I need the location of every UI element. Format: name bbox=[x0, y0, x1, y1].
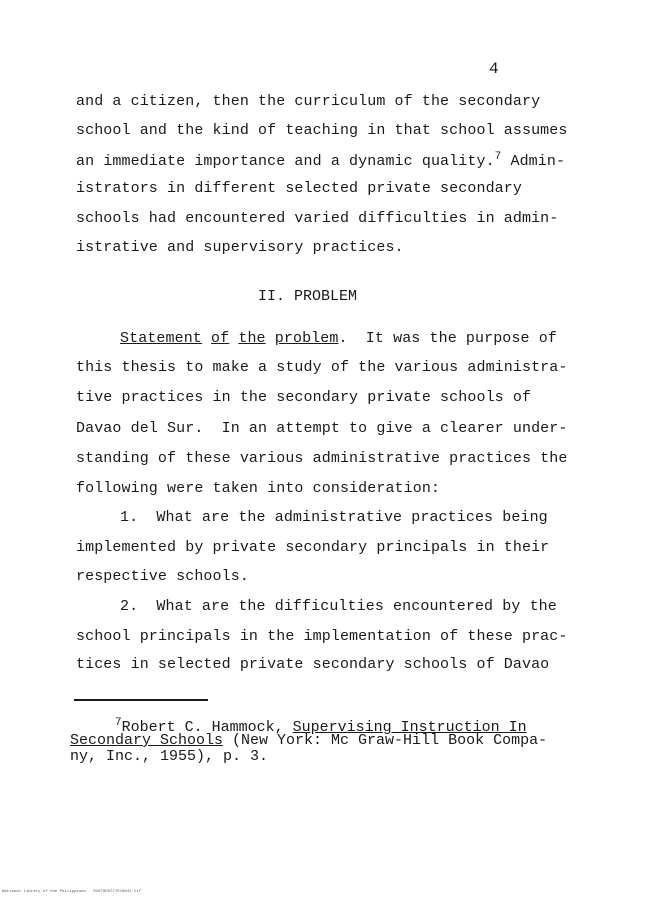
body-line: tices in selected private secondary schools of Davao bbox=[76, 656, 550, 673]
body-line bbox=[120, 330, 557, 347]
page-number: 4 bbox=[489, 60, 499, 78]
body-line: and a citizen, then the curriculum of the secondary bbox=[76, 93, 541, 110]
body-line: implemented by private secondary principals in their bbox=[76, 539, 550, 556]
footnote-line bbox=[70, 733, 547, 748]
body-line: Davao del Sur. In an attempt to give a clearer under- bbox=[76, 420, 568, 437]
footnote-marker: 7 bbox=[115, 717, 122, 729]
list-item: 2. What are the difficulties encountered by the bbox=[120, 598, 557, 615]
section-heading: II. PROBLEM bbox=[258, 288, 358, 305]
body-line: school and the kind of teaching in that school assumes bbox=[76, 122, 568, 139]
body-text: . It was the purpose of bbox=[338, 330, 557, 347]
footnote-divider bbox=[74, 699, 208, 701]
footnote-title: Supervising Instruction In bbox=[292, 719, 527, 736]
body-text: an immediate importance and a dynamic quality. bbox=[76, 153, 495, 170]
body-line: this thesis to make a study of the various administra- bbox=[76, 359, 568, 376]
body-line: tive practices in the secondary private schools of bbox=[76, 389, 532, 406]
body-line: istrative and supervisory practices. bbox=[76, 239, 404, 256]
body-line: schools had encountered varied difficulties in admin- bbox=[76, 210, 559, 227]
footnote-reference: 7 bbox=[494, 151, 502, 163]
body-line: istrators in different selected private secondary bbox=[76, 180, 522, 197]
footnote-publisher: (New York: Mc Graw-Hill Book Compa- bbox=[223, 732, 548, 749]
footnote-author: Robert C. Hammock, bbox=[121, 719, 293, 736]
body-line: standing of these various administrative practices the bbox=[76, 450, 568, 467]
body-line: school principals in the implementation of these prac- bbox=[76, 628, 568, 645]
body-line: following were taken into consideration: bbox=[76, 480, 441, 497]
run-in-heading: the bbox=[238, 330, 266, 347]
scan-credit: National Library of the Philippines 0107950777510041 tif bbox=[2, 890, 142, 894]
body-line: respective schools. bbox=[76, 568, 249, 585]
footnote-title: Secondary Schools bbox=[70, 732, 224, 749]
list-item: 1. What are the administrative practices being bbox=[120, 509, 548, 526]
run-in-heading: problem bbox=[274, 330, 339, 347]
run-in-heading: Statement bbox=[120, 330, 202, 347]
body-text: Admin- bbox=[501, 153, 566, 170]
body-line bbox=[76, 151, 565, 170]
run-in-heading: of bbox=[211, 330, 230, 347]
footnote-line: ny, Inc., 1955), p. 3. bbox=[70, 748, 269, 765]
